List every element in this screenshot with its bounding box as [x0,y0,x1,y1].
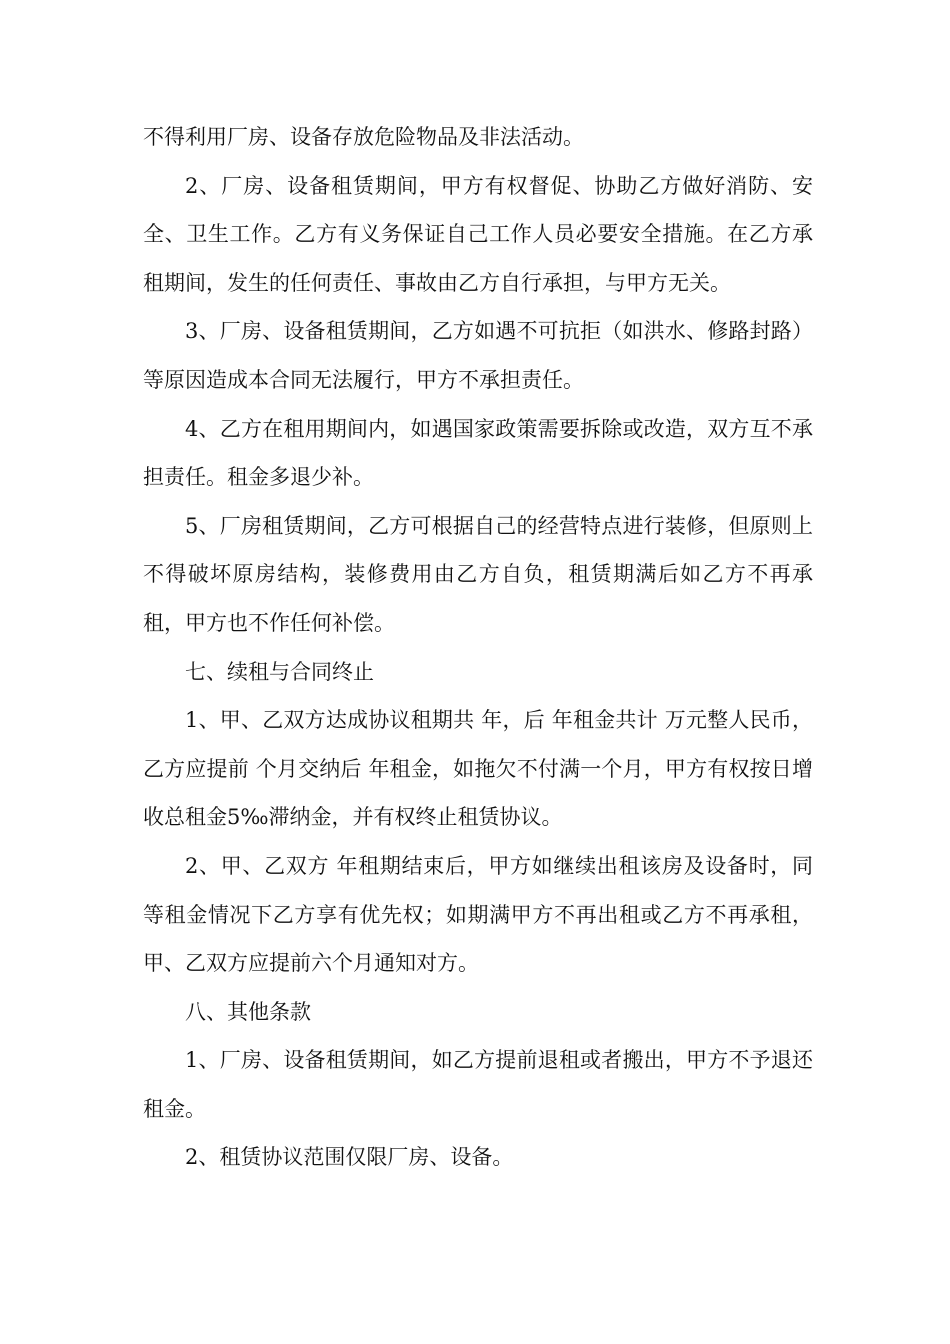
paragraph-continuation: 不得利用厂房、设备存放危险物品及非法活动。 [143,125,584,149]
paragraph-clause-8-2: 2、租赁协议范围仅限厂房、设备。 [185,1145,514,1170]
paragraph-clause-7-2: 2、甲、乙双方 年租期结束后，甲方如继续出租该房及设备时，同等租金情况下乙方享有优先权；如期满甲方不再出租或乙方不再承租，甲、乙双方应提前六个月通知对方。 [143,853,813,976]
paragraph-clause-6-2: 2、厂房、设备租赁期间，甲方有权督促、协助乙方做好消防、安全、卫生工作。乙方有义务保证自己工作人员必要安全措施。在乙方承租期间，发生的任何责任、事故由乙方自行承担，与甲方无关。 [143,173,813,295]
paragraph-clause-6-5: 5、厂房租赁期间，乙方可根据自己的经营特点进行装修，但原则上不得破坏原房结构，装修费用由乙方自负，租赁期满后如乙方不再承租，甲方也不作任何补偿。 [143,513,813,635]
section-heading-8: 八、其他条款 [185,999,311,1024]
paragraph-clause-7-1: 1、甲、乙双方达成协议租期共 年，后 年租金共计 万元整人民币，乙方应提前 个月交纳后 年租金，如拖欠不付满一个月，甲方有权按日增收总租金5‰滞纳金，并有权终止租赁协议。 [143,708,813,830]
paragraph-clause-8-1: 1、厂房、设备租赁期间，如乙方提前退租或者搬出，甲方不予退还租金。 [143,1048,813,1121]
document-body [143,113,813,1182]
section-heading-7: 七、续租与合同终止 [185,659,374,684]
paragraph-clause-6-4: 4、乙方在租用期间内，如遇国家政策需要拆除或改造，双方互不承担责任。租金多退少补。 [143,416,813,490]
paragraph-clause-6-3: 3、厂房、设备租赁期间，乙方如遇不可抗拒（如洪水、修路封路）等原因造成本合同无法履行，甲方不承担责任。 [143,319,813,392]
